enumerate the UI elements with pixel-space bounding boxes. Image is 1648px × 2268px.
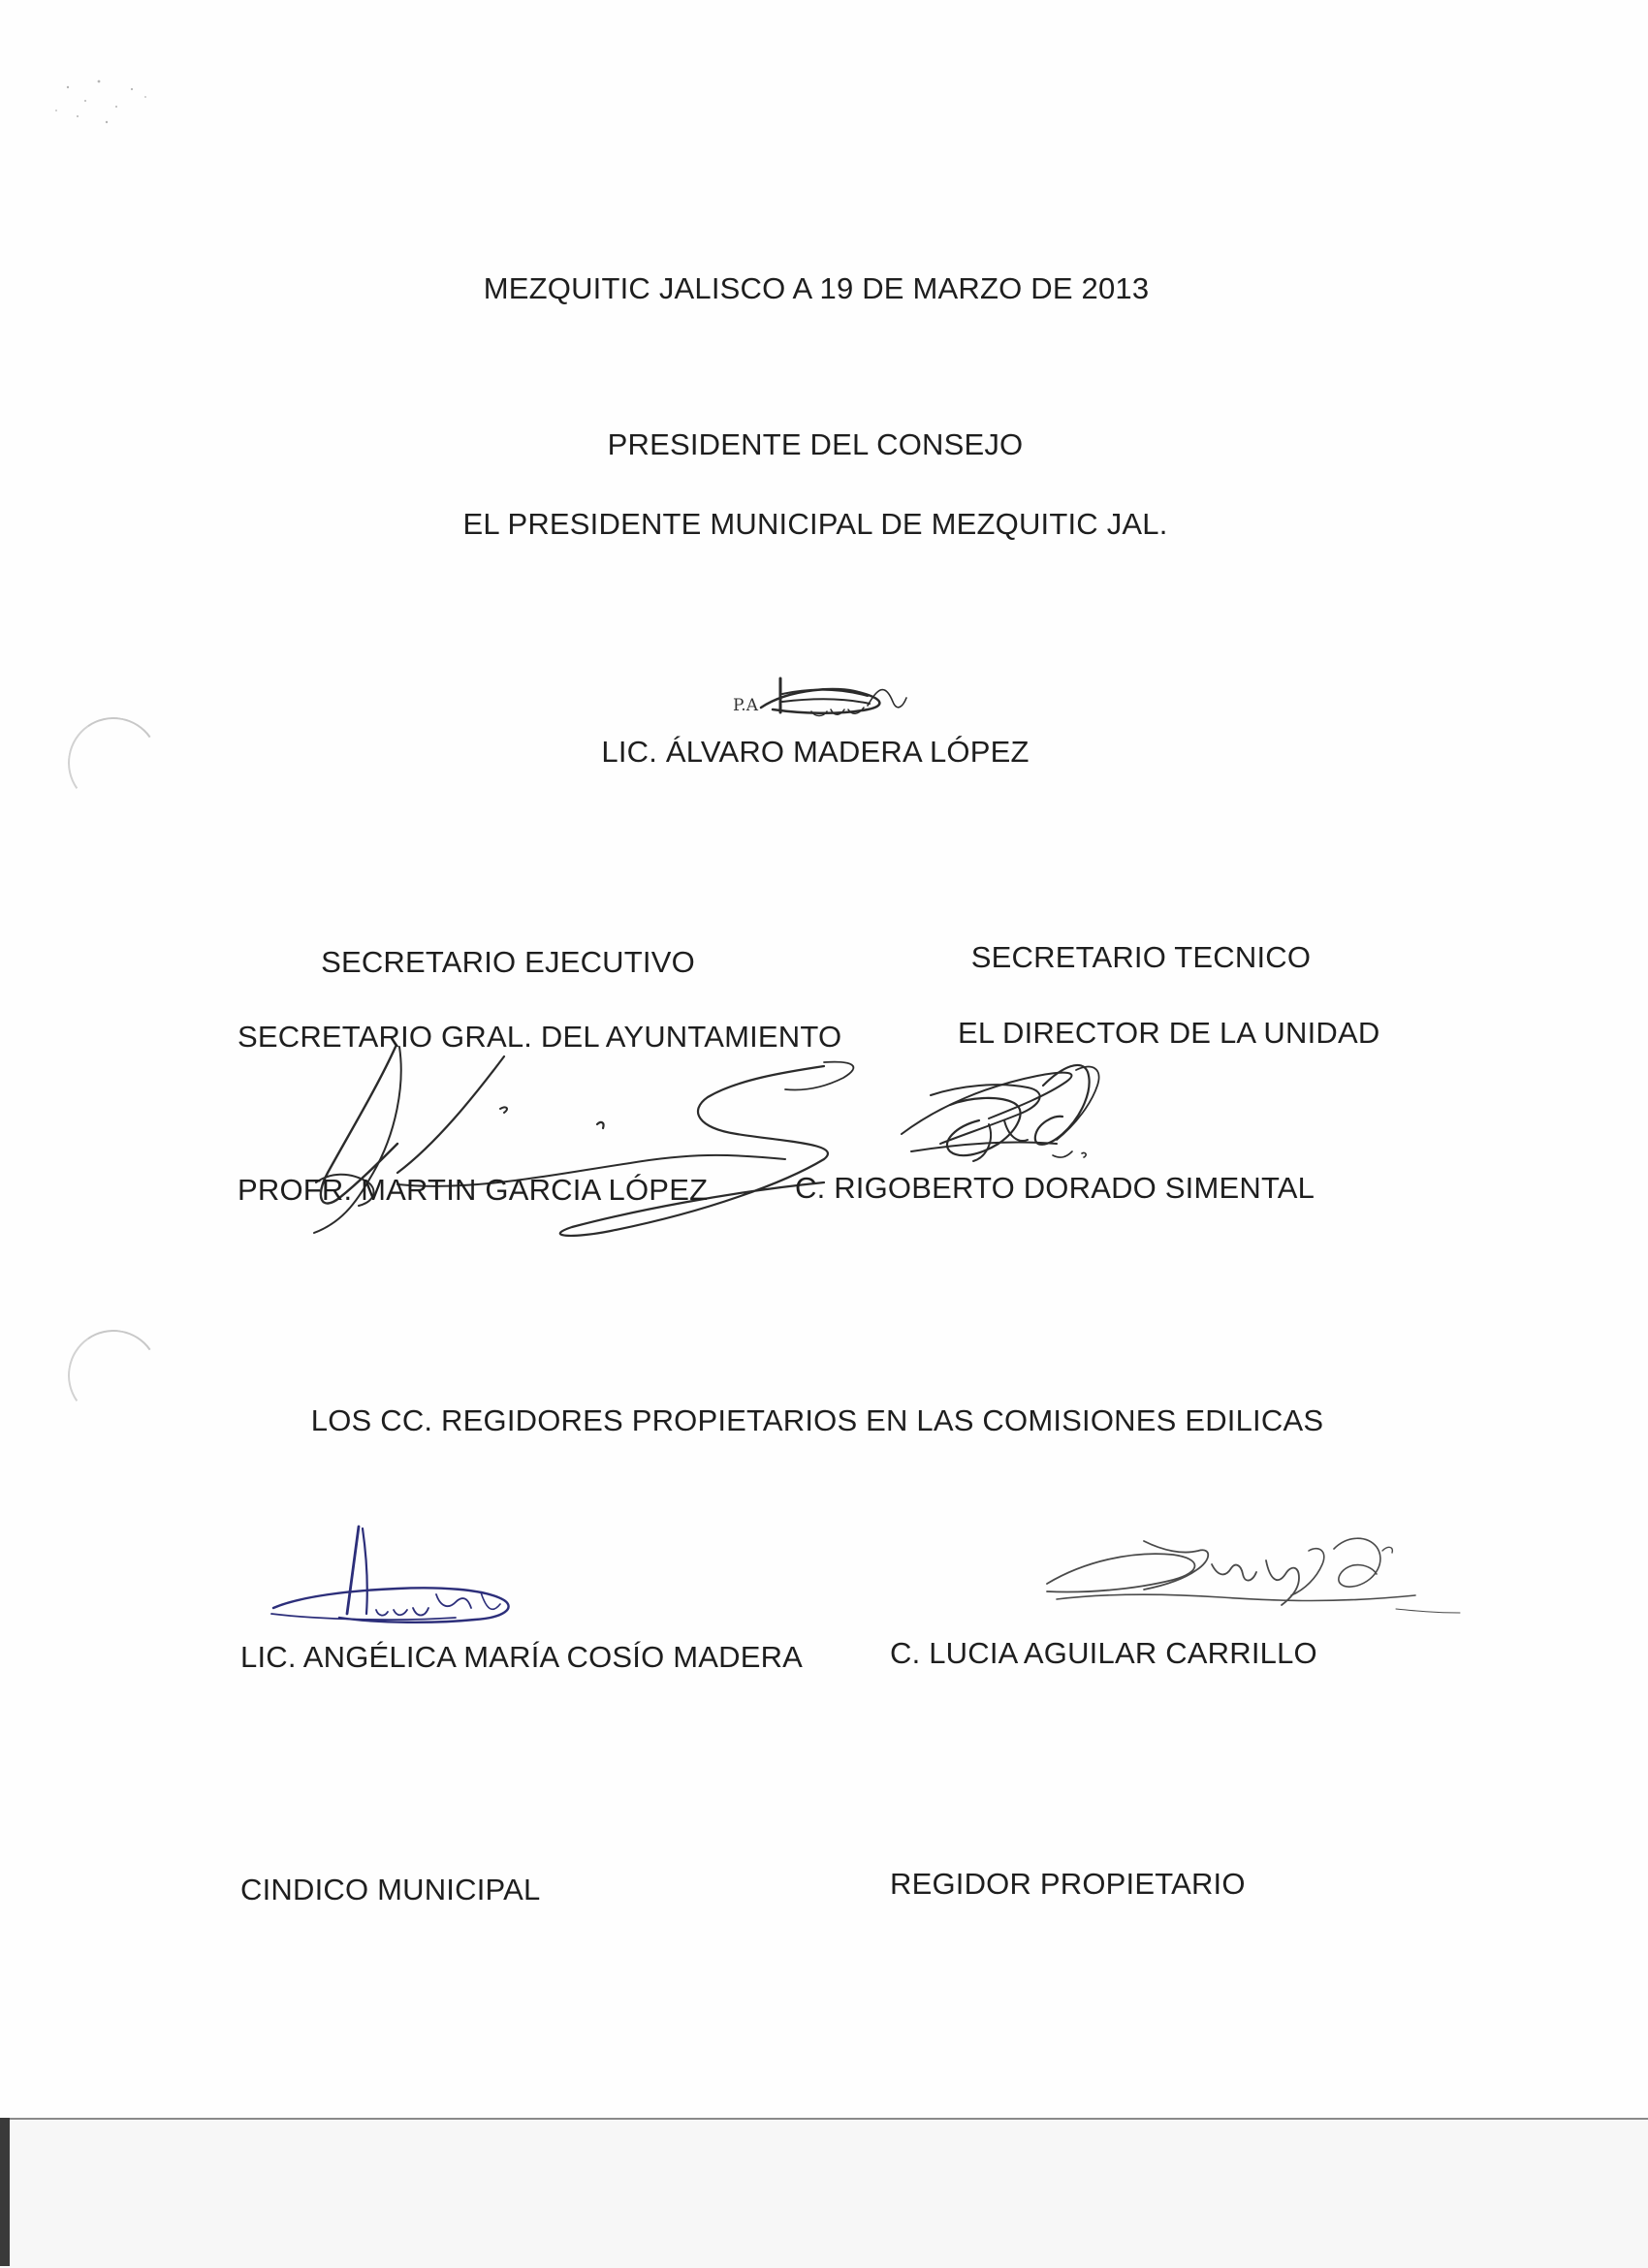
technical-secretary-name: C. RIGOBERTO DORADO SIMENTAL bbox=[795, 1171, 1315, 1205]
president-title: EL PRESIDENTE MUNICIPAL DE MEZQUITIC JAL. bbox=[462, 507, 1168, 541]
president-name: LIC. ÁLVARO MADERA LÓPEZ bbox=[601, 735, 1030, 769]
regidor-right-name: C. LUCIA AGUILAR CARRILLO bbox=[890, 1636, 1317, 1670]
technical-secretary-role: SECRETARIO TECNICO bbox=[970, 940, 1312, 974]
left-footer-role: CINDICO MUNICIPAL bbox=[240, 1873, 541, 1906]
executive-secretary-name: PROFR. MARTIN GARCIA LÓPEZ bbox=[238, 1173, 709, 1207]
executive-secretary-role: SECRETARIO EJECUTIVO bbox=[321, 945, 695, 979]
scanner-bed-margin bbox=[0, 2118, 1648, 2268]
regidor-left-signature bbox=[262, 1517, 533, 1633]
executive-secretary-title: SECRETARIO GRAL. DEL AYUNTAMIENTO bbox=[238, 1020, 842, 1054]
signature-prefix: P.A bbox=[733, 696, 759, 715]
scanner-edge bbox=[0, 2118, 10, 2266]
place-date: MEZQUITIC JALISCO A 19 DE MARZO DE 2013 bbox=[483, 271, 1150, 305]
punch-hole bbox=[61, 1323, 167, 1429]
president-signature bbox=[722, 659, 935, 727]
regidor-left-name: LIC. ANGÉLICA MARÍA COSÍO MADERA bbox=[240, 1640, 804, 1674]
scan-smudge bbox=[39, 68, 174, 145]
right-footer-role: REGIDOR PROPIETARIO bbox=[890, 1867, 1246, 1901]
punch-hole bbox=[61, 710, 167, 816]
president-role: PRESIDENTE DEL CONSEJO bbox=[607, 427, 1024, 461]
regidores-heading: LOS CC. REGIDORES PROPIETARIOS EN LAS COMISIONES EDILICAS bbox=[310, 1403, 1324, 1437]
regidor-right-signature bbox=[1028, 1522, 1464, 1628]
technical-secretary-title: EL DIRECTOR DE LA UNIDAD bbox=[958, 1016, 1380, 1050]
executive-secretary-signature bbox=[281, 1027, 882, 1250]
